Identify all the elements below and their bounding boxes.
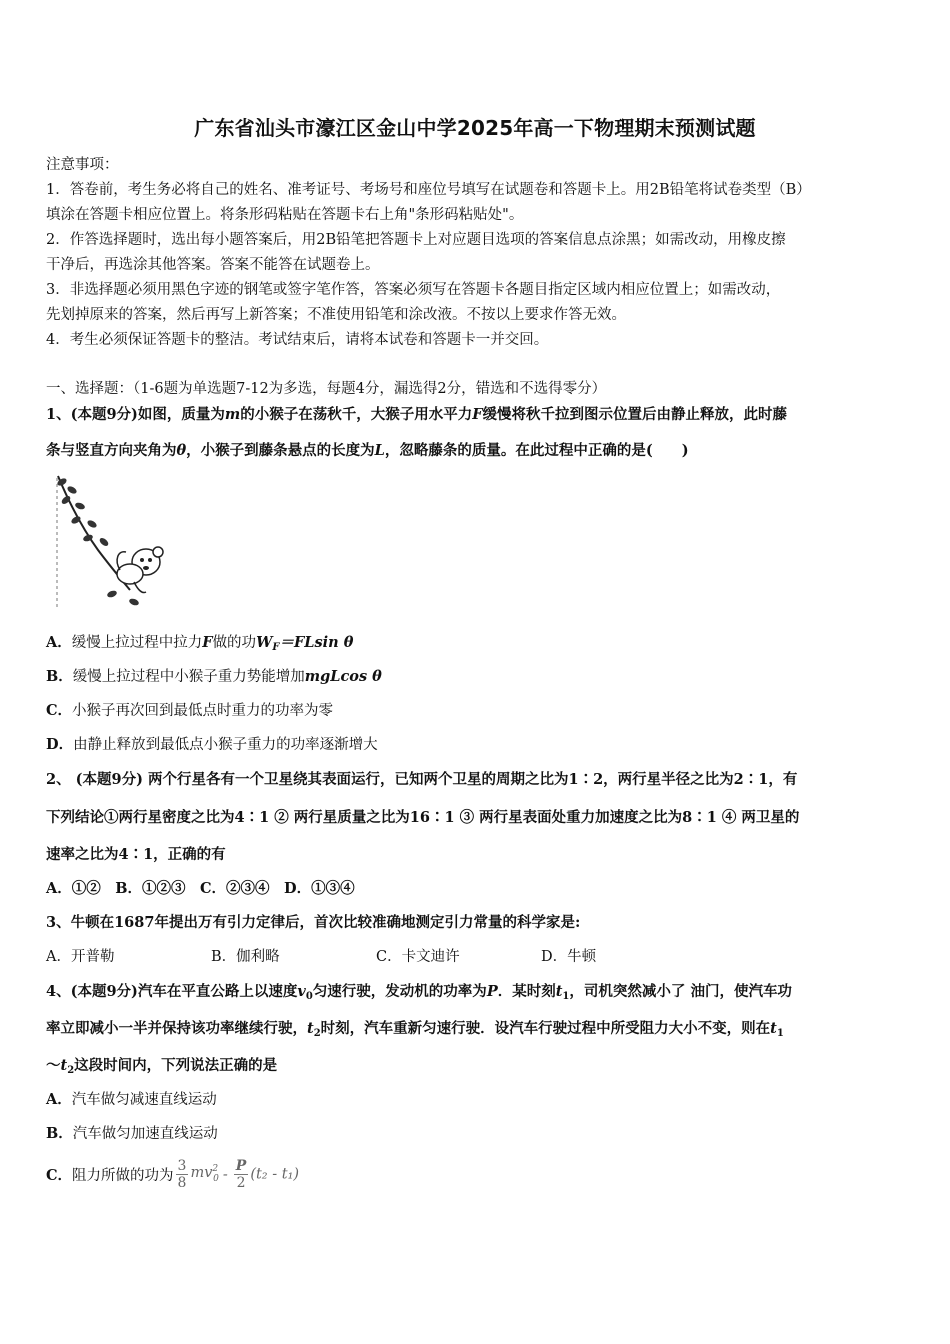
q3-option-c[interactable]: C．卡文迪许 bbox=[376, 949, 460, 965]
q2-line-1: 2、 (本题9分) 两个行星各有一个卫星绕其表面运行，已知两个卫星的周期之比为1∶2，两行星半径之比为2∶1，有 bbox=[46, 771, 798, 788]
q2-line-3: 速率之比为4∶1，正确的有 bbox=[46, 846, 226, 863]
q4-line-1: 4、(本题9分)汽车在平直公路上以速度$v_0$匀速行驶，发动机的功率为P．某时刻$t_1$，司机突然减小了 油门，使汽车功 bbox=[46, 983, 792, 1002]
notes-line-4: 干净后，再选涂其他答案。答案不能答在试题卷上。 bbox=[46, 257, 380, 273]
q1-line-1: 1、(本题9分)如图，质量为m的小猴子在荡秋千，大猴子用水平力F缓慢将秋千拉到图示位置后由静止释放，此时藤 bbox=[46, 406, 788, 423]
notes-heading: 注意事项： bbox=[46, 157, 119, 173]
q1-option-b[interactable]: B．缓慢上拉过程中小猴子重力势能增加mgLcos θ bbox=[46, 668, 382, 685]
q3-option-d[interactable]: D．牛顿 bbox=[541, 949, 597, 965]
q3-option-b[interactable]: B．伽利略 bbox=[211, 949, 280, 965]
q3-line-1: 3、牛顿在1687年提出万有引力定律后，首次比较准确地测定引力常量的科学家是: bbox=[46, 914, 581, 931]
q2-line-2: 下列结论①两行星密度之比为4∶1 ② 两行星质量之比为16∶1 ③ 两行星表面处重力加速度之比为8∶1 ④ 两卫星的 bbox=[46, 809, 800, 826]
q4-option-a[interactable]: A．汽车做匀减速直线运动 bbox=[46, 1091, 217, 1108]
q1-line-2: 条与竖直方向夹角为θ，小猴子到藤条悬点的长度为L，忽略藤条的质量。在此过程中正确的是( ) bbox=[46, 442, 689, 459]
notes-line-6: 先划掉原来的答案，然后再写上新答案；不准使用铅笔和涂改液。不按以上要求作答无效。 bbox=[46, 307, 626, 323]
q1-option-a[interactable]: A．缓慢上拉过程中拉力F做的功$W_F=FLsin$ θ bbox=[46, 634, 354, 653]
fraction-p-over-2: $\frac{P}{2}$ bbox=[235, 1158, 247, 1191]
section-heading: 一、选择题：（1-6题为单选题7-12为多选，每题4分，漏选得2分，错选和不选得零分） bbox=[46, 381, 607, 397]
notes-line-5: 3．非选择题必须用黑色字迹的钢笔或签字笔作答，答案必须写在答题卡各题目指定区域内相应位置上；如需改动， bbox=[46, 282, 781, 298]
notes-line-3: 2．作答选择题时，选出每小题答案后，用2B铅笔把答题卡上对应题目选项的答案信息点涂黑；如需改动，用橡皮擦 bbox=[46, 232, 786, 248]
page-title: 广东省汕头市濠江区金山中学2025年高一下物理期末预测试题 bbox=[194, 116, 756, 140]
q4-option-b[interactable]: B．汽车做匀加速直线运动 bbox=[46, 1125, 218, 1142]
q4-option-c[interactable]: C．阻力所做的功为 $\frac{3}{8}$ $mv^2_0$ - $\frac{P}{2}$ (t₂ - t₁) bbox=[46, 1158, 300, 1191]
monkey-swing-figure bbox=[50, 470, 178, 610]
mv-squared: $mv^2_0$ bbox=[190, 1164, 219, 1185]
q3-option-a[interactable]: A．开普勒 bbox=[46, 949, 115, 965]
q4-line-2: 率立即减小一半并保持该功率继续行驶，$t_2$时刻，汽车重新匀速行驶．设汽车行驶过程中所受阻力大小不变，则在$t_1$ bbox=[46, 1020, 784, 1039]
notes-line-2: 填涂在答题卡相应位置上。将条形码粘贴在答题卡右上角"条形码粘贴处"。 bbox=[46, 207, 524, 223]
q1-option-d[interactable]: D．由静止释放到最低点小猴子重力的功率逐渐增大 bbox=[46, 736, 378, 753]
q1-option-c[interactable]: C．小猴子再次回到最低点时重力的功率为零 bbox=[46, 702, 334, 719]
q2-options[interactable]: A．①② B．①②③ C．②③④ D．①③④ bbox=[46, 880, 355, 897]
fraction-three-eighths: $\frac{3}{8}$ bbox=[177, 1158, 187, 1191]
q4-line-3: $\sim t_2$这段时间内，下列说法正确的是 bbox=[46, 1057, 278, 1076]
notes-line-7: 4．考生必须保证答题卡的整洁。考试结束后，请将本试卷和答题卡一并交回。 bbox=[46, 332, 549, 348]
notes-line-1: 1．答卷前，考生务必将自己的姓名、准考证号、考场号和座位号填写在试题卷和答题卡上。用2B铅笔将试卷类型（B） bbox=[46, 182, 811, 198]
